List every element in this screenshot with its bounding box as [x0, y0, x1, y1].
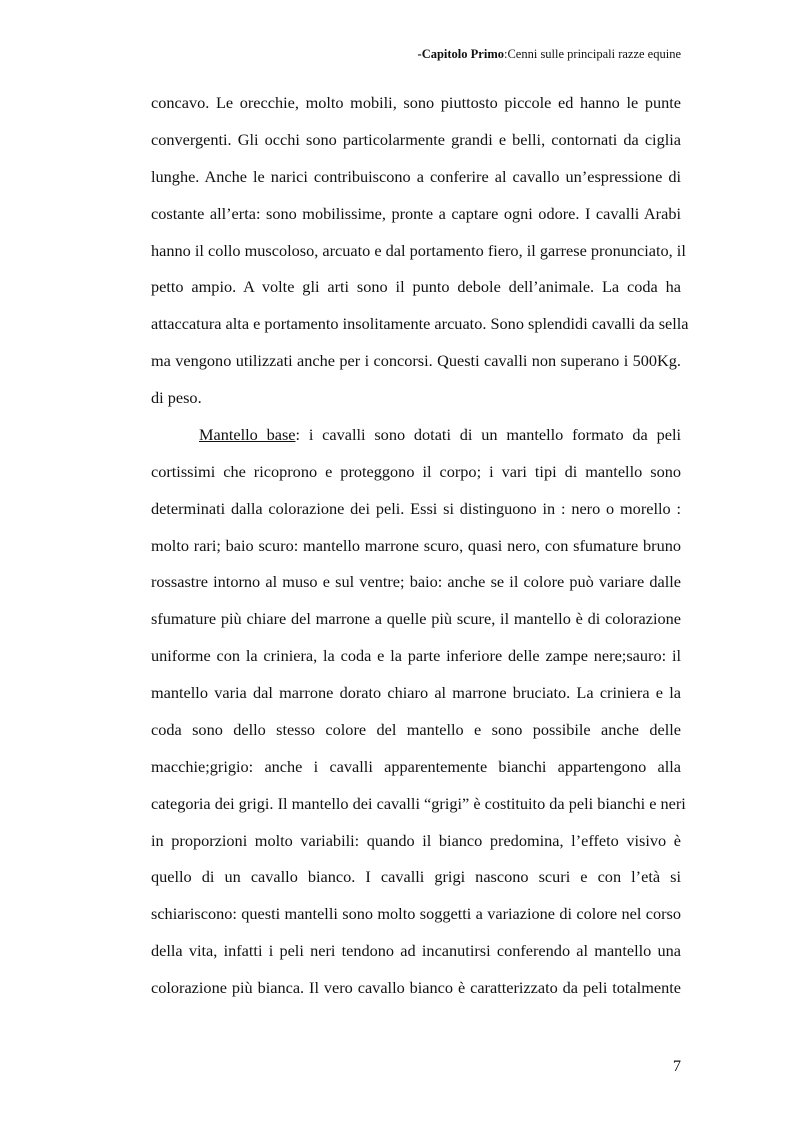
- body-text: [151, 89, 689, 1011]
- running-header: [418, 47, 681, 62]
- chapter-label: -Capitolo Primo: [417, 47, 504, 61]
- paragraph-first-line: [151, 421, 681, 458]
- text-line: rossastre intorno al muso e sul ventre; baio: anche se il colore può variare dalle: [151, 572, 681, 592]
- text-line: ma vengono utilizzati anche per i concorsi. Questi cavalli non superano i 500Kg.: [151, 351, 681, 371]
- text-line: della vita, infatti i peli neri tendono ad incanutirsi conferendo al mantello una: [151, 941, 681, 961]
- text-line: convergenti. Gli occhi sono particolarmente grandi e belli, contornati da ciglia: [151, 129, 681, 149]
- text-run: : i cavalli sono dotati di un mantello formato da peli: [295, 424, 681, 444]
- text-line: schiariscono: questi mantelli sono molto soggetti a variazione di colore nel corso: [151, 904, 681, 924]
- text-line: hanno il collo muscoloso, arcuato e dal portamento fiero, il garrese pronunciato, il: [151, 240, 686, 260]
- section-heading-mantello-base: Mantello base: [199, 424, 296, 444]
- text-line: sfumature più chiare del marrone a quelle più scure, il mantello è di colorazione: [151, 609, 681, 629]
- text-line: mantello varia dal marrone dorato chiaro al marrone bruciato. La criniera e la: [151, 683, 681, 702]
- text-line: colorazione più bianca. Il vero cavallo bianco è caratterizzato da peli totalmente: [151, 978, 681, 997]
- text-line: attaccatura alta e portamento insolitamente arcuato. Sono splendidi cavalli da sella: [151, 314, 689, 334]
- text-line: petto ampio. A volte gli arti sono il punto debole dell’animale. La coda ha: [151, 277, 681, 297]
- page-number: 7: [672, 1056, 681, 1075]
- text-line: di peso.: [151, 388, 202, 407]
- text-line: costante all’erta: sono mobilissime, pronte a captare ogni odore. I cavalli Arabi: [151, 203, 681, 223]
- text-line: determinati dalla colorazione dei peli. Essi si distinguono in : nero o morello :: [151, 498, 681, 518]
- text-line: uniforme con la criniera, la coda e la parte inferiore delle zampe nere;sauro: il: [151, 646, 681, 666]
- text-line: macchie;grigio: anche i cavalli apparentemente bianchi appartengono alla: [151, 756, 681, 776]
- text-line: concavo. Le orecchie, molto mobili, sono piuttosto piccole ed hanno le punte: [151, 93, 681, 112]
- text-line: categoria dei grigi. Il mantello dei cavalli “grigi” è costituito da peli bianchi e neri: [151, 793, 686, 813]
- chapter-subtitle: :Cenni sulle principali razze equine: [503, 47, 681, 61]
- text-line: cortissimi che ricoprono e proteggono il corpo; i vari tipi di mantello sono: [151, 461, 681, 481]
- text-line: coda sono dello stesso colore del mantello e sono possibile anche delle: [151, 719, 681, 739]
- text-line: lunghe. Anche le narici contribuiscono a conferire al cavallo un’espressione di: [151, 166, 681, 186]
- text-line: molto rari; baio scuro: mantello marrone scuro, quasi nero, con sfumature bruno: [151, 535, 681, 555]
- text-line: quello di un cavallo bianco. I cavalli grigi nascono scuri e con l’età si: [151, 867, 681, 887]
- text-line: in proporzioni molto variabili: quando il bianco predomina, l’effeto visivo è: [151, 830, 681, 850]
